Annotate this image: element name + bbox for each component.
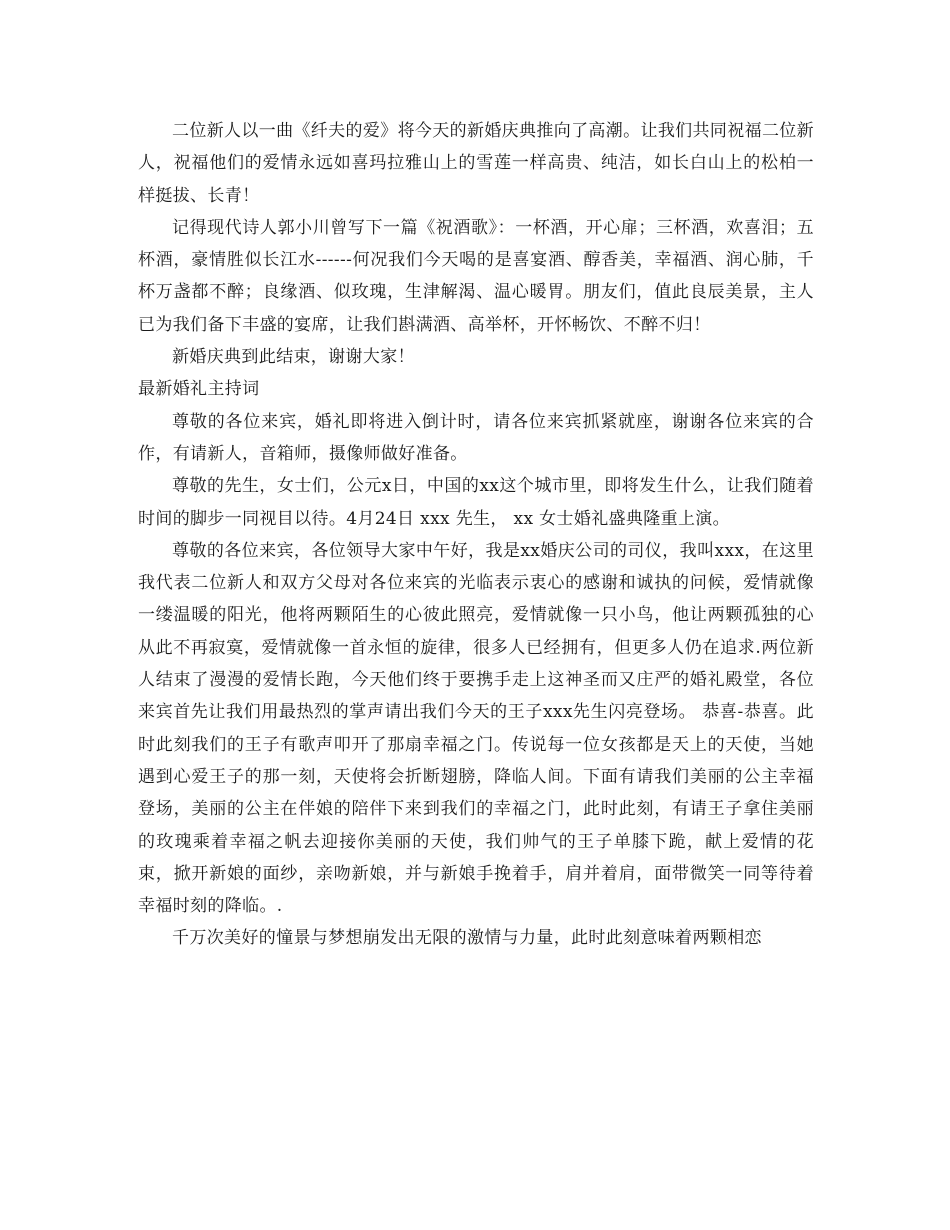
paragraph-4: 尊敬的各位来宾，婚礼即将进入倒计时，请各位来宾抓紧就座，谢谢各位来宾的合作，有请新人，音箱师，摄像师做好准备。: [138, 411, 814, 464]
paragraph-2: 记得现代诗人郭小川曾写下一篇《祝酒歌》：一杯酒，开心扉；三杯酒，欢喜泪；五杯酒，豪情胜似长江水------何况我们今天喝的是喜宴酒、醇香美，幸福酒、润心肺，千杯万盏都不醉；良缘酒、似玫瑰，生津解渴、温心暖胃。朋友们，值此良辰美景，主人已为我们备下丰盛的宴席，让我们斟满酒、高举杯，开怀畅饮、不醉不归！: [138, 217, 814, 335]
paragraph-6: 尊敬的各位来宾，各位领导大家中午好，我是xx婚庆公司的司仪，我叫xxx，在这里我代表二位新人和双方父母对各位来宾的光临表示衷心的感谢和诚执的问候，爱情就像一缕温暖的阳光，他将两颗陌生的心彼此照亮，爱情就像一只小鸟，他让两颗孤独的心从此不再寂寞，爱情就像一首永恒的旋律，很多人已经拥有，但更多人仍在追求.两位新人结束了漫漫的爱情长跑，今天他们终于要携手走上这神圣而又庄严的婚礼殿堂，各位来宾首先让我们用最热烈的掌声请出我们今天的王子xxx先生闪亮登场。 恭喜-恭喜。此时此刻我们的王子有歌声叩开了那扇幸福之门。传说每一位女孩都是天上的天使，当她遇到心爱王子的那一刻，天使将会折断翅膀，降临人间。下面有请我们美丽的公主幸福登场，美丽的公主在伴娘的陪伴下来到我们的幸福之门，此时此刻，有请王子拿住美丽的玫瑰乘着幸福之帆去迎接你美丽的天使，我们帅气的王子单膝下跪，献上爱情的花束，掀开新娘的面纱，亲吻新娘，并与新娘手挽着手，肩并着肩，面带微笑一同等待着幸福时刻的降临。.: [138, 540, 814, 917]
paragraph-7: 千万次美好的憧景与梦想崩发出无限的激情与力量，此时此刻意味着两颗相恋: [172, 928, 762, 949]
document-body: [138, 115, 814, 955]
section-heading: 最新婚礼主持词: [138, 379, 260, 400]
paragraph-5: 尊敬的先生，女士们，公元x日，中国的xx这个城市里，即将发生什么，让我们随着时间的脚步一同视目以待。4月24日 xxx 先生， xx 女士婚礼盛典隆重上演。: [138, 476, 814, 529]
paragraph-3: 新婚庆典到此结束，谢谢大家！: [172, 347, 415, 368]
paragraph-1: 二位新人以一曲《纤夫的爱》将今天的新婚庆典推向了高潮。让我们共同祝福二位新人，祝福他们的爱情永远如喜玛拉雅山上的雪莲一样高贵、纯洁，如长白山上的松柏一样挺拔、长青！: [138, 121, 814, 206]
